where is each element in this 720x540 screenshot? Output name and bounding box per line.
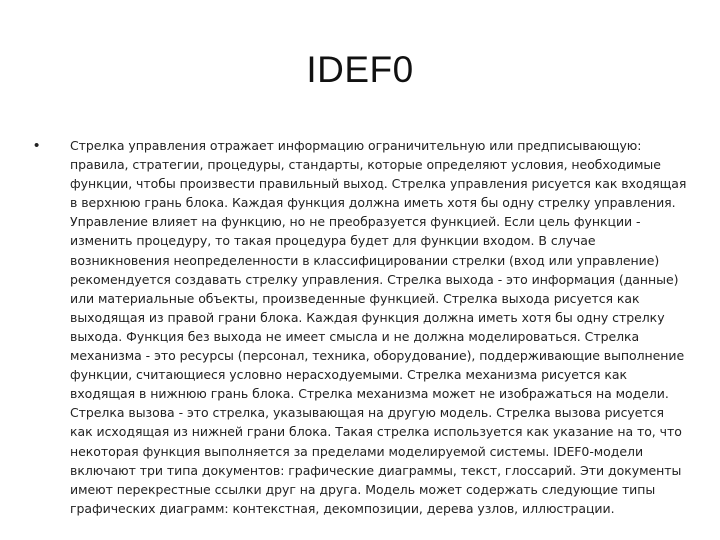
bullet-marker: •: [34, 137, 40, 154]
bullet-body-text: Стрелка управления отражает информацию ограничительную или предписывающую: правила, стратегии, процедуры, стандарты, которые определяют условия, необходимые функции, чтобы произвести правильный выход. Стрелка управления рисуется как входящая в верхнюю грань блока. Каждая функция должна иметь хотя бы одну стрелку управления. Управление влияет на функцию, но не преобразуется функцией. Если цель функции - изменить процедуру, то такая процедура будет для функции входом. В случае возникновения неопределенности в классифицировании стрелки (вход или управление) рекомендуется создавать стрелку управления. Стрелка выхода - это информация (данные) или материальные объекты, произведенные функцией. Стрелка выхода рисуется как выходящая из правой грани блока. Каждая функция должна иметь хотя бы одну стрелку выхода. Функция без выхода не имеет смысла и не должна моделироваться. Стрелка механизма - это ресурсы (персонал, техника, оборудование), поддерживающие выполнение функции, считающиеся условно нерасходуемыми. Стрелка механизма рисуется как входящая в нижнюю грань блока. Стрелка механизма может не изображаться на модели. Стрелка вызова - это стрелка, указывающая на другую модель. Стрелка вызова рисуется как исходящая из нижней грани блока. Такая стрелка используется как указание на то, что некоторая функция выполняется за пределами моделируемой системы. IDEF0-модели включают три типа документов: графические диаграммы, текст, глоссарий. Эти документы имеют перекрестные ссылки друг на друга. Модель может содержать следующие типы графических диаграмм: контекстная, декомпозиции, дерева узлов, иллюстрации.: [70, 138, 687, 516]
slide-title: IDEF0: [306, 49, 414, 90]
